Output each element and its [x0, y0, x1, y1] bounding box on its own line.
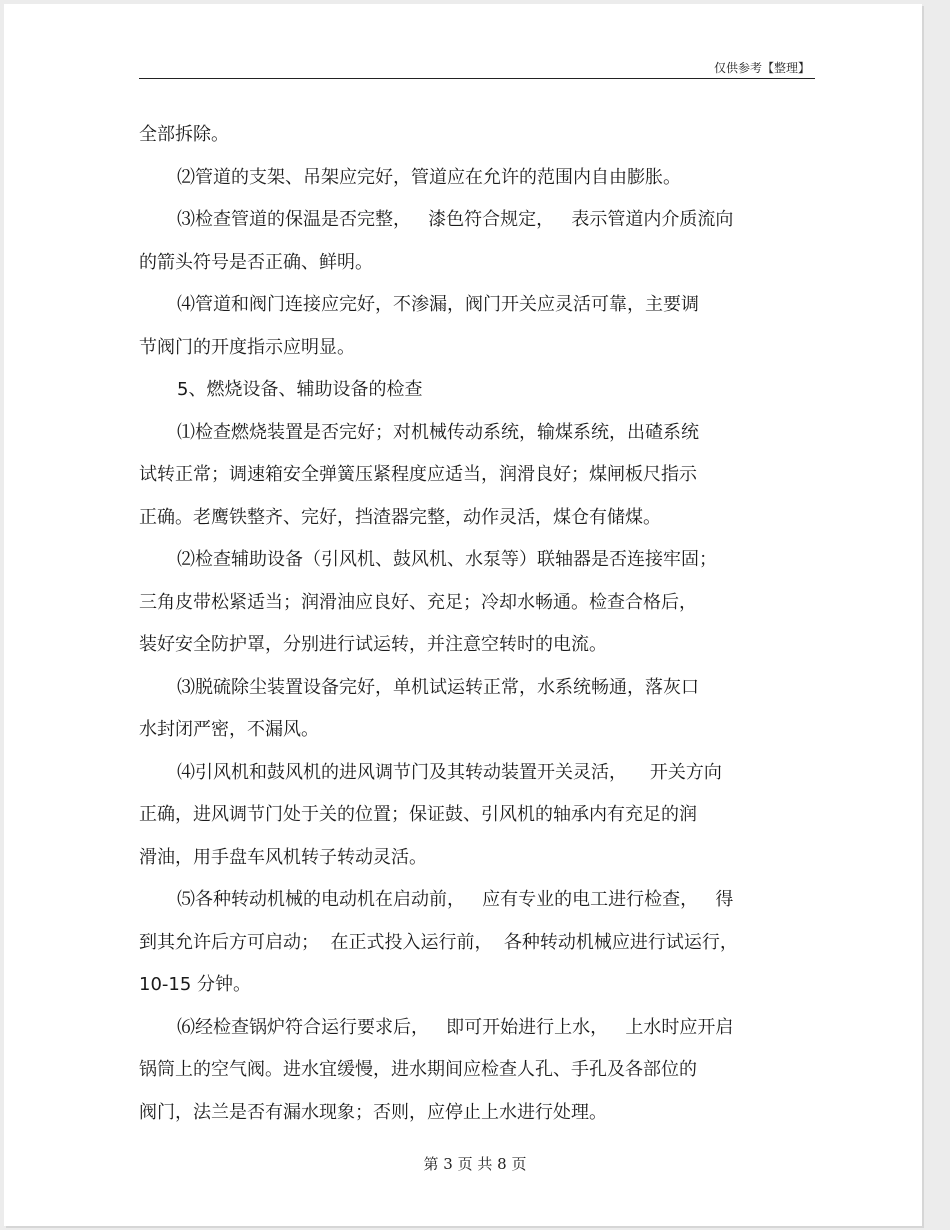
text-line: ⑸各种转动机械的电动机在启动前， 应有专业的电工进行检查， 得: [177, 889, 734, 910]
text-line: 到其允许后方可启动； 在正式投入运行前， 各种转动机械应进行试运行，: [139, 931, 738, 953]
text-line: 正确。老鹰铁整齐、完好，挡渣器完整，动作灵活，煤仓有储煤。: [139, 506, 661, 528]
page-footer: 第 3 页 共 8 页: [423, 1155, 527, 1173]
text-line: 5、燃烧设备、辅助设备的检查: [177, 379, 423, 400]
document-page: [4, 4, 922, 1226]
text-line: 节阀门的开度指示应明显。: [139, 336, 355, 358]
text-line: 水封闭严密，不漏风。: [139, 719, 319, 740]
text-line: 试转正常；调速箱安全弹簧压紧程度应适当，润滑良好；煤闸板尺指示: [139, 464, 697, 485]
header-rule: [139, 78, 815, 79]
text-line: ⑵管道的支架、吊架应完好，管道应在允许的范围内自由膨胀。: [177, 166, 681, 188]
text-line: ⑷引风机和鼓风机的进风调节门及其转动装置开关灵活， 开关方向: [177, 761, 722, 783]
text-line: ⑴检查燃烧装置是否完好；对机械传动系统，输煤系统，出碴系统: [177, 421, 699, 443]
text-line: 装好安全防护罩，分别进行试运转，并注意空转时的电流。: [139, 634, 607, 655]
text-line: ⑷管道和阀门连接应完好，不渗漏，阀门开关应灵活可靠，主要调: [177, 294, 699, 315]
text-line: ⑶检查管道的保温是否完整， 漆色符合规定， 表示管道内介质流向: [177, 209, 734, 230]
text-line: ⑵检查辅助设备（引风机、鼓风机、水泵等）联轴器是否连接牢固；: [177, 549, 717, 570]
document-body: [139, 114, 829, 1134]
text-line: 滑油，用手盘车风机转子转动灵活。: [139, 846, 427, 868]
text-line: 锅筒上的空气阀。进水宜缓慢，进水期间应检查人孔、手孔及各部位的: [139, 1059, 697, 1080]
text-line: 的箭头符号是否正确、鲜明。: [139, 251, 373, 273]
text-line: 全部拆除。: [139, 124, 229, 145]
text-line: ⑹经检查锅炉符合运行要求后， 即可开始进行上水， 上水时应开启: [177, 1016, 734, 1038]
text-line: 10-15 分钟。: [139, 974, 252, 995]
text-line: 正确，进风调节门处于关的位置；保证鼓、引风机的轴承内有充足的润: [139, 804, 697, 825]
page-header: 仅供参考【整理】: [713, 61, 810, 75]
text-line: 阀门，法兰是否有漏水现象；否则，应停止上水进行处理。: [139, 1101, 607, 1123]
text-line: 三角皮带松紧适当；润滑油应良好、充足；冷却水畅通。检查合格后，: [139, 591, 697, 613]
text-line: ⑶脱硫除尘装置设备完好，单机试运转正常，水系统畅通，落灰口: [177, 676, 699, 698]
